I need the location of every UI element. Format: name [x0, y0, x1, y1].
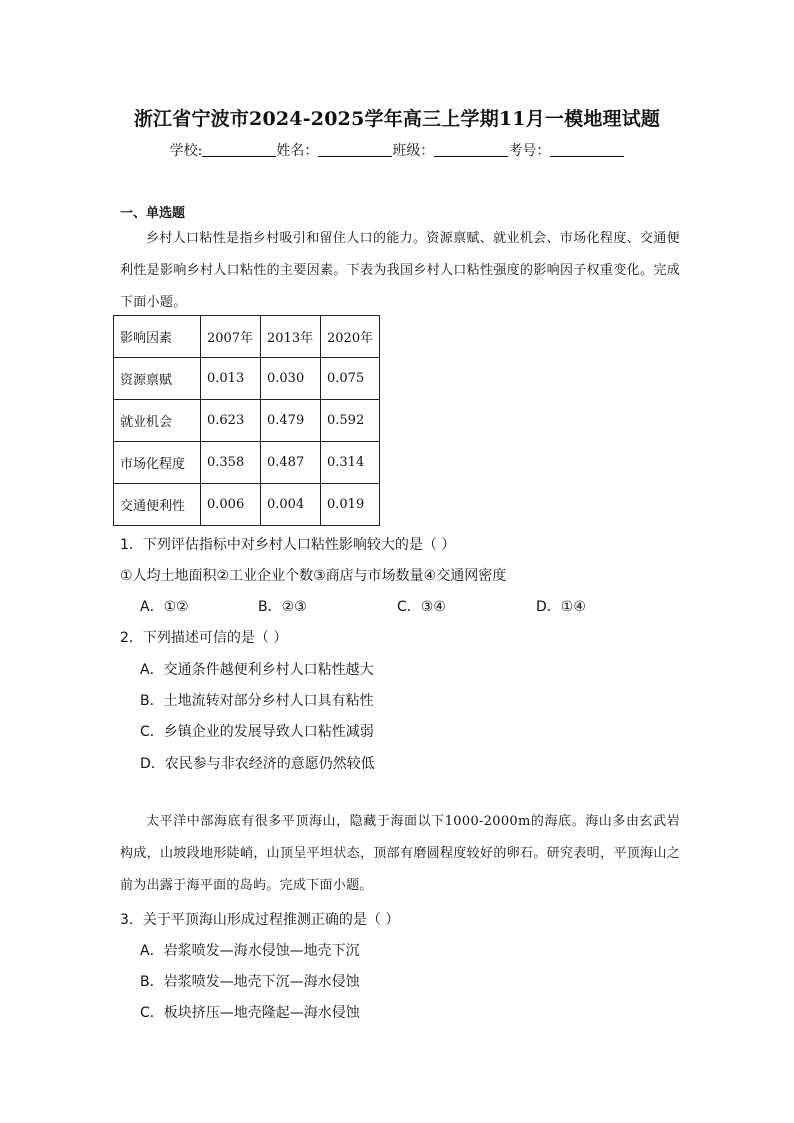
- table-row: [114, 442, 380, 484]
- school-blank[interactable]: [202, 142, 276, 157]
- name-label: 姓名：: [276, 143, 319, 159]
- q3-option-b[interactable]: B．岩浆喷发—地壳下沉—海水侵蚀: [140, 974, 360, 990]
- table-row: [114, 400, 380, 442]
- weight-table: [113, 315, 380, 526]
- name-blank[interactable]: [318, 142, 392, 157]
- table-cell: 0.487: [261, 442, 321, 484]
- table-cell: 0.479: [261, 400, 321, 442]
- table-cell: 0.623: [201, 400, 261, 442]
- table-cell: 0.030: [261, 358, 321, 400]
- q2-option-d[interactable]: D．农民参与非农经济的意愿仍然较低: [140, 756, 375, 772]
- table-cell: 0.314: [321, 442, 380, 484]
- section-heading: 一、单选题: [120, 206, 186, 221]
- q1-option-a[interactable]: A．①②: [140, 599, 189, 615]
- table-cell: 0.592: [321, 400, 380, 442]
- table-header-cell: 2007年: [201, 316, 261, 358]
- table-cell: 交通便利性: [114, 484, 201, 526]
- school-label: 学校:: [169, 143, 203, 159]
- table-cell: 0.019: [321, 484, 380, 526]
- table-header-cell: 2013年: [261, 316, 321, 358]
- question-2-stem: 2．下列描述可信的是（ ）: [120, 630, 288, 646]
- table-cell: 0.013: [201, 358, 261, 400]
- q2-option-c[interactable]: C．乡镇企业的发展导致人口粘性减弱: [140, 724, 374, 740]
- q1-option-b[interactable]: B．②③: [258, 599, 307, 615]
- table-cell: 0.358: [201, 442, 261, 484]
- table-header-row: [114, 316, 380, 358]
- table-cell: 0.075: [321, 358, 380, 400]
- table-header-cell: 影响因素: [114, 316, 201, 358]
- q2-option-a[interactable]: A．交通条件越便利乡村人口粘性越大: [140, 662, 374, 678]
- question-1-items: ①人均土地面积②工业企业个数③商店与市场数量④交通网密度: [120, 568, 507, 584]
- q1-option-c[interactable]: C．③④: [397, 599, 446, 615]
- question-3-stem: 3．关于平顶海山形成过程推测正确的是（ ）: [120, 912, 400, 928]
- q3-option-a[interactable]: A．岩浆喷发—海水侵蚀—地壳下沉: [140, 943, 360, 959]
- table-header-cell: 2020年: [321, 316, 380, 358]
- table-cell: 市场化程度: [114, 442, 201, 484]
- q3-option-c[interactable]: C．板块挤压—地壳隆起—海水侵蚀: [140, 1005, 360, 1021]
- table-cell: 0.006: [201, 484, 261, 526]
- passage-guyot: 太平洋中部海底有很多平顶海山，隐藏于海面以下1000-2000m的海底。海山多由玄武岩构成，山坡段地形陡峭，山顶呈平坦状态，顶部有磨圆程度较好的卵石。研究表明，平顶海山之前为出露于海平面的岛屿。完成下面小题。: [120, 814, 680, 893]
- q2-option-b[interactable]: B．土地流转对部分乡村人口具有粘性: [140, 693, 374, 709]
- exam-no-label: 考号：: [508, 143, 551, 159]
- table-row: [114, 358, 380, 400]
- class-label: 班级：: [392, 143, 435, 159]
- class-blank[interactable]: [434, 142, 508, 157]
- exam-no-blank[interactable]: [550, 142, 624, 157]
- q1-option-d[interactable]: D．①④: [536, 599, 586, 615]
- exam-title: 浙江省宁波市2024-2025学年高三上学期11月一模地理试题: [133, 108, 661, 130]
- table-cell: 0.004: [261, 484, 321, 526]
- passage-rural-population: 乡村人口粘性是指乡村吸引和留住人口的能力。资源禀赋、就业机会、市场化程度、交通便利性是影响乡村人口粘性的主要因素。下表为我国乡村人口粘性强度的影响因子权重变化。完成下面小题。: [120, 231, 680, 310]
- question-1-stem: 1．下列评估指标中对乡村人口粘性影响较大的是（ ）: [120, 537, 456, 553]
- table-row: [114, 484, 380, 526]
- student-info-line: [0, 140, 794, 160]
- table-cell: 就业机会: [114, 400, 201, 442]
- table-cell: 资源禀赋: [114, 358, 201, 400]
